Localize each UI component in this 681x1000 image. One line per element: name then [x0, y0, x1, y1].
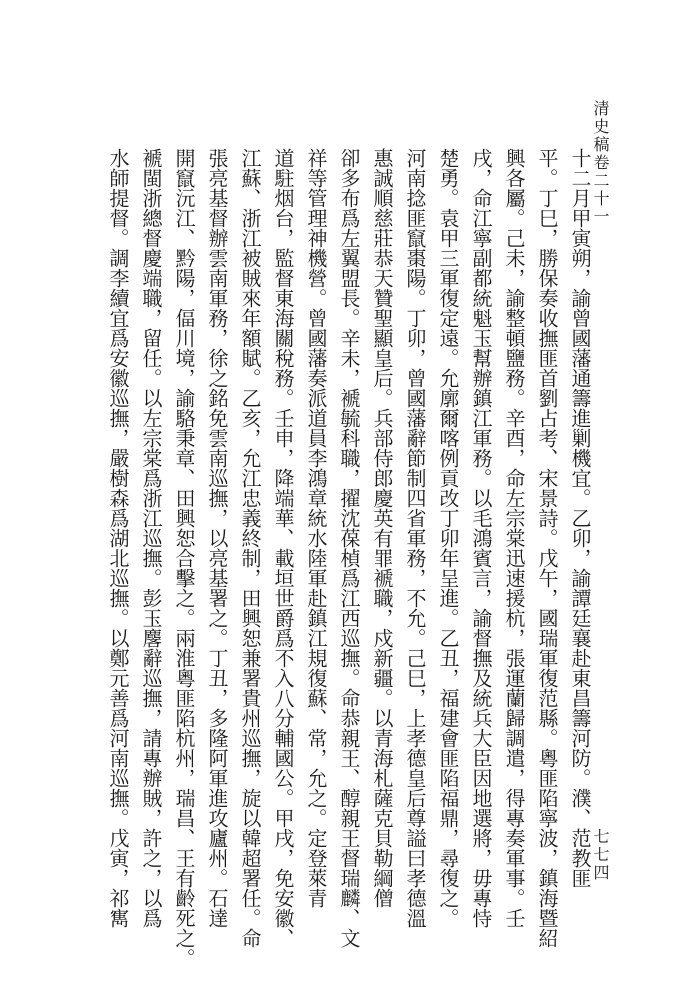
text-column: 張亮基督辦雲南軍務，徐之銘免雲南巡撫，以亮基署之。丁丑，多隆阿軍進攻廬州。石達	[205, 148, 229, 928]
body-text	[90, 148, 592, 968]
text-column: 興各屬。己未，諭整頓鹽務。辛酉，命左宗棠迅速援杭，張運蘭歸調遣，得專奏軍事。壬	[502, 148, 526, 928]
text-column: 楚勇。袁甲三軍復定遠。允廓爾喀例貢改丁卯年呈進。乙丑，福建會匪陷福鼎，尋復之。	[436, 148, 460, 928]
text-column: 十二月甲寅朔，諭曾國藩通籌進剿機宜。乙卯，諭譚廷襄赴東昌籌河防。濮、范教匪	[568, 148, 592, 888]
text-column: 江蘇、浙江被賊來年額賦。乙亥，允江忠義終制，田興恕兼署貴州巡撫，旋以韓超署任。命	[238, 148, 262, 948]
text-column: 卻多布爲左翼盟長。辛未，褫毓科職，擢沈葆楨爲江西巡撫。命恭親王、醇親王督瑞麟、文	[337, 148, 361, 948]
text-column: 開竄沅江、黔陽，偪川境，諭駱秉章、田興恕合擊之。兩淮粵匪陷杭州，瑞昌、王有齡死之。	[172, 148, 196, 968]
text-column: 河南捻匪竄棗陽。丁卯，曾國藩辭節制四省軍務，不允。己巳，上孝德皇后尊謚曰孝德溫	[403, 148, 427, 928]
book-title: 清史稿卷二十一	[591, 100, 610, 226]
page-number: 七七四	[591, 828, 610, 882]
text-column: 水師提督。調李續宜爲安徽巡撫，嚴樹森爲湖北巡撫。以鄭元善爲河南巡撫。戊寅，祁寯	[106, 148, 130, 928]
text-column: 褫閩浙總督慶端職，留任。以左宗棠爲浙江巡撫。彭玉麐辭巡撫，請專辦賊，許之，以爲	[139, 148, 163, 928]
text-column: 戌，命江寧副都統魁玉幫辦鎮江軍務。以毛鴻賓言，諭督撫及統兵大臣因地選將，毋專恃	[469, 148, 493, 928]
text-column: 祥等管理神機營。曾國藩奏派道員李鴻章統水陸軍赴鎮江規復蘇、常，允之。定登萊青	[304, 148, 328, 908]
text-column: 惠誠順慈莊恭天贊聖顯皇后。兵部侍郎慶英有罪褫職，戍新疆。以青海札薩克貝勒綱僧	[370, 148, 394, 908]
text-column: 道駐烟台，監督東海關稅務。壬申，降端華、載垣世爵爲不入八分輔國公。甲戌，免安徽、	[271, 148, 295, 948]
text-column: 平。丁巳，勝保奏收撫匪首劉占考、宋景詩。戊午，國瑞軍復范縣。粵匪陷寧波，鎮海暨紹	[535, 148, 559, 948]
